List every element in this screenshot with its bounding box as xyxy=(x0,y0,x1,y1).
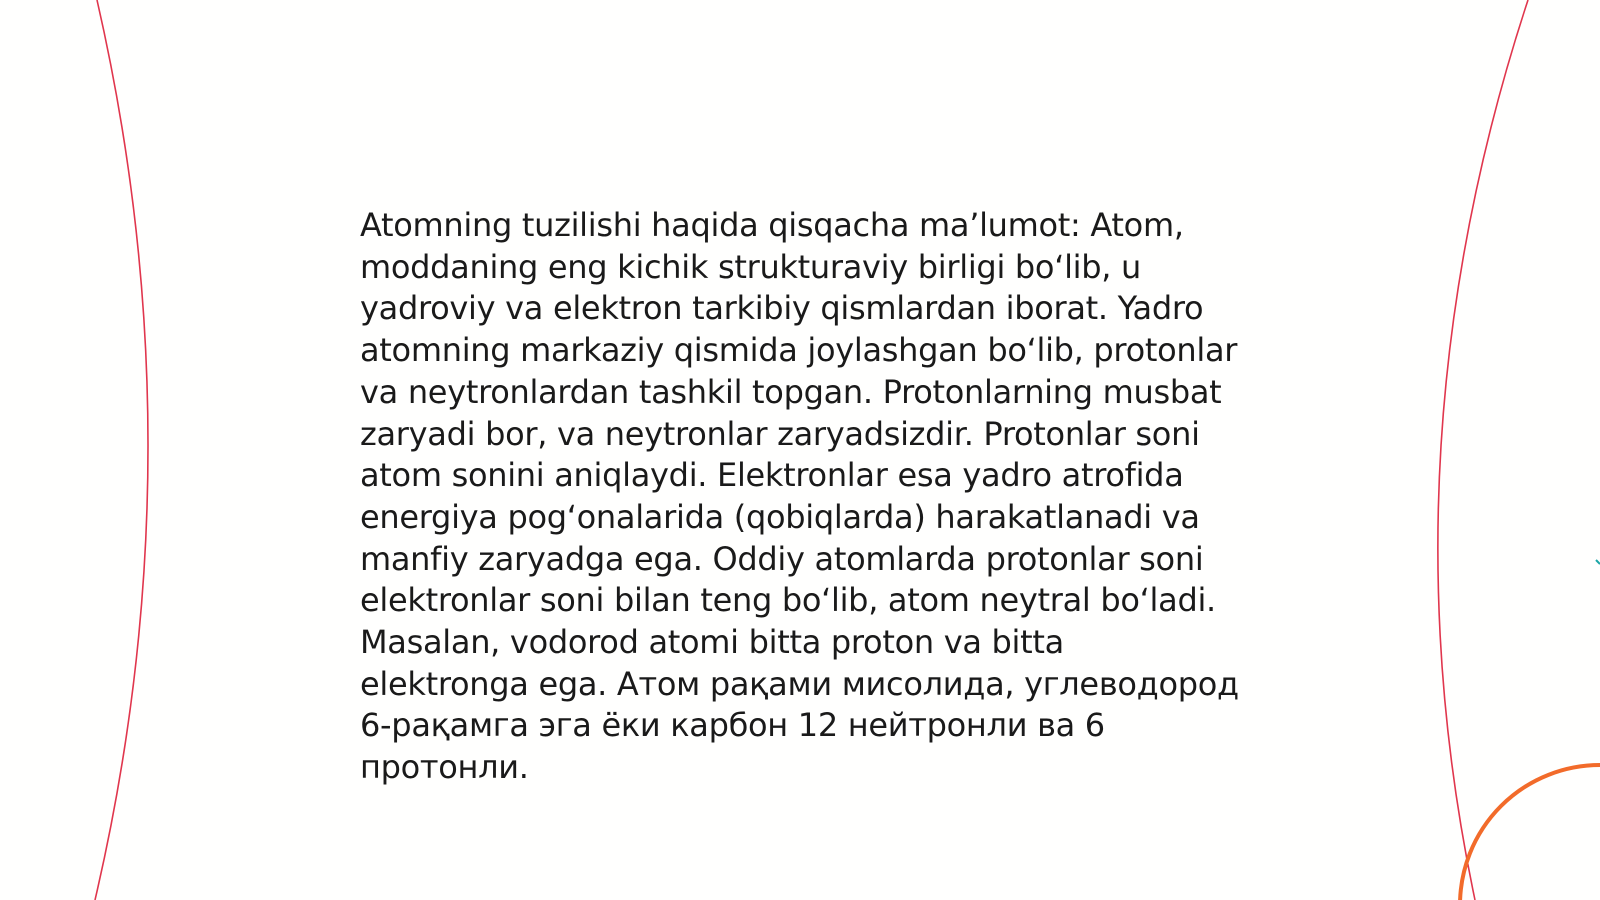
right-curve-line xyxy=(1438,0,1528,900)
teal-accent-mark xyxy=(1596,560,1600,564)
left-curve-line xyxy=(95,0,148,900)
orange-circle-outline xyxy=(1460,765,1600,900)
slide-body-text: Atomning tuzilishi haqida qisqacha maʼlumot: Atom, moddaning eng kichik strukturaviy birligi boʻlib, u yadroviy va elektron tarkibiy qismlardan iborat. Yadro atomning markaziy qismida joylashgan boʻlib, protonlar va neytronlardan tashkil topgan. Protonlarning musbat zaryadi bor, va neytronlar zaryadsizdir. Protonlar soni atom sonini aniqlaydi. Elektronlar esa yadro atrofida energiya pogʻonalarida (qobiqlarda) harakatlanadi va manfiy zaryadga ega. Oddiy atomlarda protonlar soni elektronlar soni bilan teng boʻlib, atom neytral boʻladi. Masalan, vodorod atomi bitta proton va bitta elektronga ega. Атом рақами мисолида, углеводород 6-рақамга эга ёки карбон 12 нейтронли ва 6 протонли. xyxy=(360,206,1239,787)
